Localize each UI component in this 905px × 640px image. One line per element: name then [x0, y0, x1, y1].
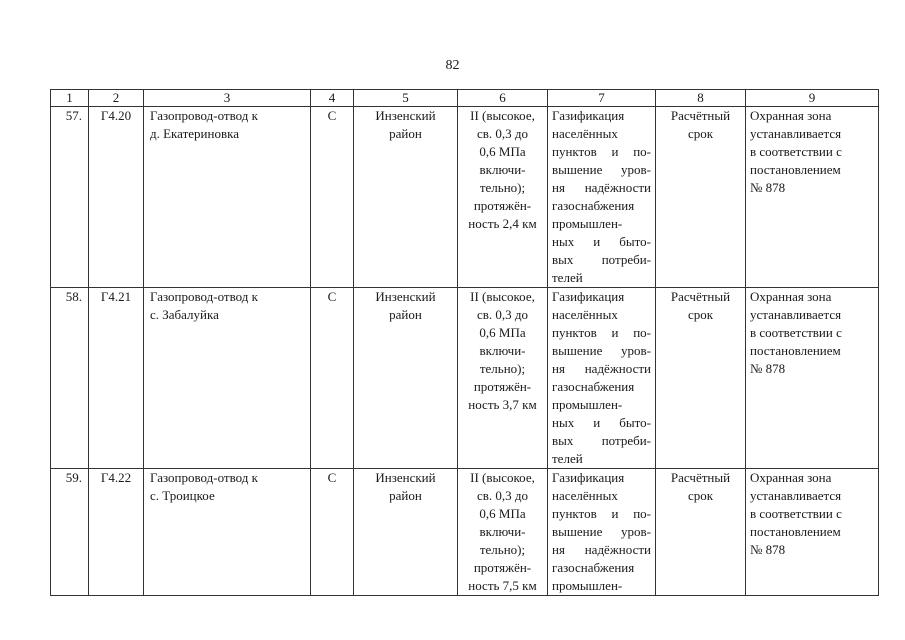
row-number-cell: 57. — [51, 107, 89, 288]
table-row — [51, 288, 879, 469]
column-header-3: 3 — [144, 90, 311, 107]
column-header-8: 8 — [656, 90, 746, 107]
gas-pipeline-table — [50, 89, 879, 596]
location-cell: Инзенский район — [354, 288, 458, 469]
object-name-cell: Газопровод-отвод к с. Забалуйка — [144, 288, 311, 469]
object-name-cell: Газопровод-отвод к с. Троицкое — [144, 469, 311, 596]
purpose-cell: Газификация населённых пунктов и по- вышение уров- ня надёжности газоснабжения промышлен- — [548, 469, 656, 596]
parameters-cell: II (высокое, св. 0,3 до 0,6 МПа включи- тельно); протяжён- ность 7,5 км — [458, 469, 548, 596]
column-header-5: 5 — [354, 90, 458, 107]
term-cell: Расчётный срок — [656, 469, 746, 596]
object-code-cell: Г4.20 — [89, 107, 144, 288]
page-number: 82 — [445, 58, 460, 73]
term-cell: Расчётный срок — [656, 107, 746, 288]
column-header-2: 2 — [89, 90, 144, 107]
purpose-cell: Газификация населённых пунктов и по- вышение уров- ня надёжности газоснабжения промышлен- ных и быто- вых потреби- телей — [548, 107, 656, 288]
status-cell: С — [311, 469, 354, 596]
status-cell: С — [311, 288, 354, 469]
parameters-cell: II (высокое, св. 0,3 до 0,6 МПа включи- тельно); протяжён- ность 3,7 км — [458, 288, 548, 469]
protection-zone-cell: Охранная зона устанавливается в соответствии с постановлением № 878 — [746, 469, 879, 596]
row-number-cell: 59. — [51, 469, 89, 596]
table-row — [51, 469, 879, 596]
table-row — [51, 107, 879, 288]
object-name-cell: Газопровод-отвод к д. Екатериновка — [144, 107, 311, 288]
purpose-cell: Газификация населённых пунктов и по- вышение уров- ня надёжности газоснабжения промышлен- ных и быто- вых потреби- телей — [548, 288, 656, 469]
table-header-row — [51, 90, 879, 107]
object-code-cell: Г4.22 — [89, 469, 144, 596]
parameters-cell: II (высокое, св. 0,3 до 0,6 МПа включи- тельно); протяжён- ность 2,4 км — [458, 107, 548, 288]
column-header-4: 4 — [311, 90, 354, 107]
term-cell: Расчётный срок — [656, 288, 746, 469]
protection-zone-cell: Охранная зона устанавливается в соответствии с постановлением № 878 — [746, 107, 879, 288]
object-code-cell: Г4.21 — [89, 288, 144, 469]
column-header-9: 9 — [746, 90, 879, 107]
column-header-7: 7 — [548, 90, 656, 107]
column-header-6: 6 — [458, 90, 548, 107]
column-header-1: 1 — [51, 90, 89, 107]
protection-zone-cell: Охранная зона устанавливается в соответствии с постановлением № 878 — [746, 288, 879, 469]
location-cell: Инзенский район — [354, 107, 458, 288]
location-cell: Инзенский район — [354, 469, 458, 596]
row-number-cell: 58. — [51, 288, 89, 469]
status-cell: С — [311, 107, 354, 288]
